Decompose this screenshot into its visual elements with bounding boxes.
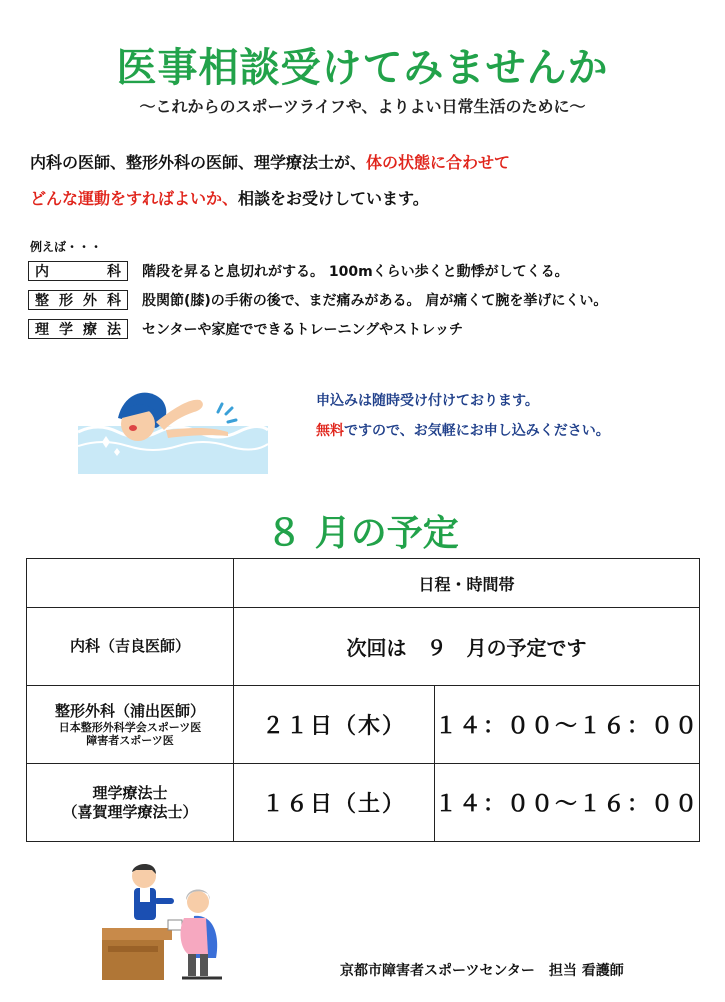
application-free-note xyxy=(316,420,610,440)
date-cell: １６日（土） xyxy=(234,764,435,842)
intro-text: 相談をお受けしています。 xyxy=(238,189,429,208)
time-cell: １４：００～１６：００ xyxy=(435,764,700,842)
example-row xyxy=(28,289,607,311)
example-dept-box: 理 学 療 法 xyxy=(28,319,128,339)
example-row xyxy=(28,260,569,282)
dept-cell xyxy=(27,686,234,764)
example-dept-box: 整 形 外 科 xyxy=(28,290,128,310)
consultation-illustration xyxy=(98,858,228,986)
table-row xyxy=(27,764,700,842)
schedule-note: 次回は ９ 月の予定です xyxy=(234,608,700,686)
application-note-rest: ですので、お気軽にお申し込みください。 xyxy=(344,423,610,439)
page-subtitle: ～これからのスポーツライフや、よりよい日常生活のために～ xyxy=(139,97,586,116)
dept-sub: 日本整形外科学会スポーツ医 xyxy=(58,720,202,734)
time-cell: １４：００～１６：００ xyxy=(435,686,700,764)
table-row xyxy=(27,686,700,764)
intro-line-1 xyxy=(30,150,510,173)
dept-name: 整形外科（浦出医師） xyxy=(54,701,205,720)
application-note: 申込みは随時受け付けております。 xyxy=(316,393,539,409)
empty-header-cell xyxy=(27,559,234,608)
example-text: 股関節(膝)の手術の後で、まだ痛みがある。 肩が痛くて腕を挙げにくい。 xyxy=(142,293,608,309)
table-header-row xyxy=(27,559,700,608)
page-title: 医事相談受けてみませんか xyxy=(116,45,609,91)
example-text: センターや家庭でできるトレーニングやストレッチ xyxy=(142,322,464,338)
intro-line-2 xyxy=(30,186,429,209)
footer-org: 京都市障害者スポーツセンター 担当 看護師 xyxy=(340,963,624,979)
dept-sub: （喜賀理学療法士） xyxy=(62,802,198,821)
schedule-heading: ８ 月の予定 xyxy=(266,513,459,554)
dept-name: 内科（吉良医師） xyxy=(69,637,190,656)
swimmer-illustration xyxy=(78,382,268,474)
intro-highlight: どんな運動をすればよいか、 xyxy=(30,189,239,208)
table-row xyxy=(27,608,700,686)
free-highlight: 無料 xyxy=(316,423,344,439)
dept-name: 理学療法士 xyxy=(92,783,168,802)
example-text: 階段を昇ると息切れがする。 100mくらい歩くと動悸がしてくる。 xyxy=(142,264,569,280)
column-header: 日程・時間帯 xyxy=(234,559,700,608)
examples-label: 例えば・・・ xyxy=(30,240,103,254)
intro-highlight: 体の状態に合わせて xyxy=(366,153,511,172)
dept-cell xyxy=(27,608,234,686)
schedule-table xyxy=(26,558,700,842)
intro-text: 内科の医師、整形外科の医師、理学療法士が、 xyxy=(30,153,367,172)
example-dept-box: 内 科 xyxy=(28,261,128,281)
date-cell: ２１日（木） xyxy=(234,686,435,764)
example-row xyxy=(28,318,463,340)
dept-cell xyxy=(27,764,234,842)
dept-sub: 障害者スポーツ医 xyxy=(86,733,174,747)
